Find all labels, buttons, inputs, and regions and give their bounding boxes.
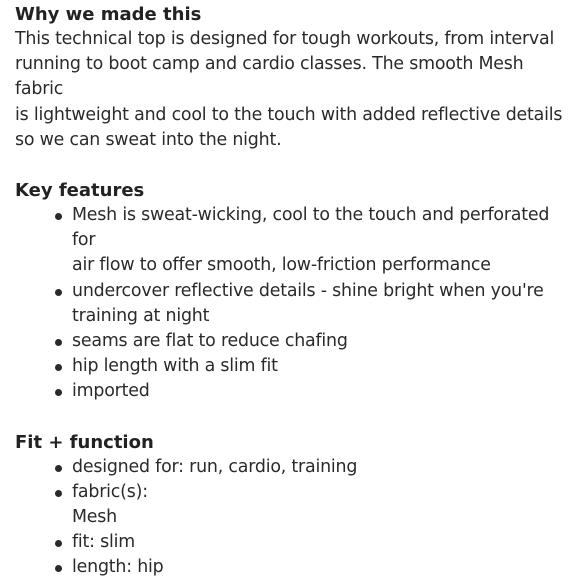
section-spacer bbox=[15, 405, 565, 430]
bullet-icon bbox=[55, 540, 62, 547]
list-item bbox=[72, 530, 565, 555]
list-item-text: seams are flat to reduce chafing bbox=[72, 331, 348, 352]
paragraph-line: This technical top is designed for tough workouts, from interval bbox=[15, 29, 555, 49]
list-item bbox=[72, 279, 565, 329]
list-item bbox=[72, 329, 565, 354]
list-item-text: length: hip bbox=[72, 557, 164, 578]
list-item-text: imported bbox=[72, 381, 150, 402]
paragraph-line: is lightweight and cool to the touch with added reflective details bbox=[15, 104, 563, 125]
fit-function-heading: Fit + function bbox=[15, 431, 154, 453]
list-item-text: fit: slim bbox=[72, 532, 136, 553]
bullet-icon bbox=[55, 364, 62, 371]
bullet-icon bbox=[55, 289, 62, 296]
key-features-list bbox=[15, 203, 565, 405]
list-item-text: undercover reflective details - shine bright when you're bbox=[72, 280, 544, 301]
bullet-icon bbox=[55, 565, 62, 572]
list-item-text: Mesh is sweat-wicking, cool to the touch and perforated for bbox=[72, 205, 550, 251]
list-item-text: hip length with a slim fit bbox=[72, 356, 278, 377]
list-item-text: training at night bbox=[72, 305, 210, 326]
list-item-text: designed for: run, cardio, training bbox=[72, 456, 358, 477]
bullet-icon bbox=[55, 465, 62, 472]
list-item bbox=[72, 379, 565, 404]
list-item bbox=[72, 555, 565, 580]
bullet-icon bbox=[55, 213, 62, 220]
bullet-icon bbox=[55, 490, 62, 497]
list-item bbox=[72, 203, 565, 279]
why-we-made-this-heading: Why we made this bbox=[15, 4, 202, 25]
list-item bbox=[72, 455, 565, 480]
paragraph-line: so we can sweat into the night. bbox=[15, 129, 282, 150]
section-spacer bbox=[15, 153, 565, 178]
bullet-icon bbox=[55, 389, 62, 396]
list-item bbox=[72, 480, 565, 530]
bullet-icon bbox=[55, 339, 62, 346]
list-item-text: Mesh bbox=[72, 507, 117, 528]
list-item-text: air flow to offer smooth, low-friction performance bbox=[72, 255, 491, 276]
list-item-text: fabric(s): bbox=[72, 481, 148, 502]
paragraph-line: running to boot camp and cardio classes. The smooth Mesh fabric bbox=[15, 54, 524, 100]
fit-function-list bbox=[15, 455, 565, 581]
list-item bbox=[72, 354, 565, 379]
why-we-made-this-paragraph bbox=[15, 27, 565, 153]
key-features-heading: Key features bbox=[15, 180, 145, 202]
